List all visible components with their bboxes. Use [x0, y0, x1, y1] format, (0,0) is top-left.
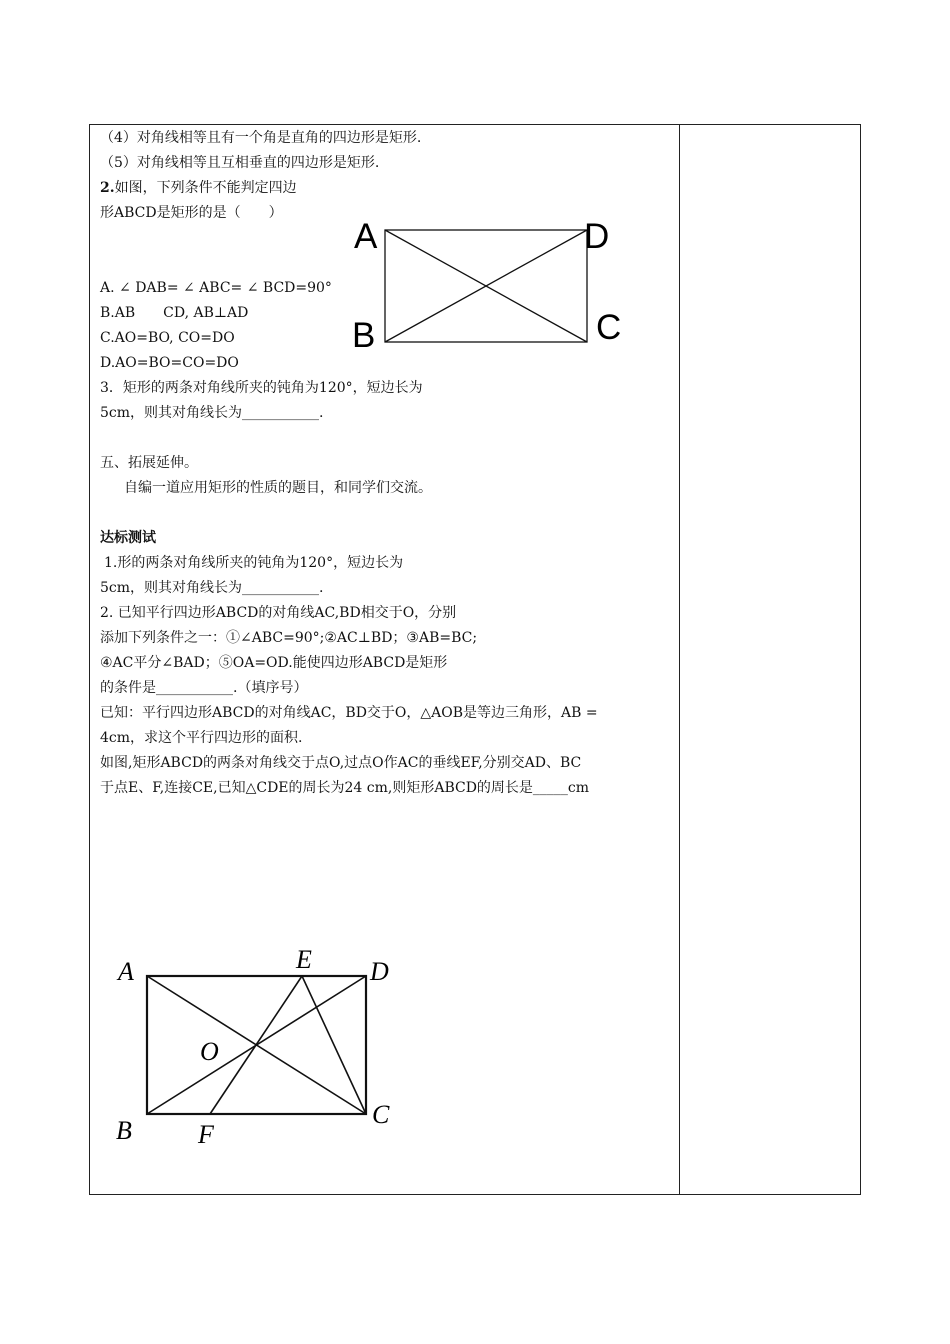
question-3-line-2: 5cm，则其对角线长为___________.	[100, 405, 324, 421]
label-d: D	[370, 957, 389, 986]
test-2-line-3: ④AC平分∠BAD；⑤OA=OD.能使四边形ABCD是矩形	[100, 655, 448, 671]
statement-4: （4）对角线相等且有一个角是直角的四边形是矩形.	[100, 130, 422, 146]
test-2-line-2: 添加下列条件之一：①∠ABC=90°;②AC⊥BD；③AB=BC;	[100, 630, 478, 646]
column-divider	[679, 124, 680, 1195]
section-5-body: 自编一道应用矩形的性质的题目，和同学们交流。	[124, 480, 432, 496]
test-1-line-1: 1.形的两条对角线所夹的钝角为120°，短边长为	[104, 555, 404, 571]
question-3-line-1: 3．矩形的两条对角线所夹的钝角为120°，短边长为	[100, 380, 423, 396]
segment-ef	[210, 976, 302, 1114]
rectangle-figure-1	[345, 212, 625, 357]
test-3-line-1: 已知：平行四边形ABCD的对角线AC，BD交于O，△AOB是等边三角形，AB =	[100, 705, 598, 721]
test-2-line-4: 的条件是___________.（填序号）	[100, 680, 308, 696]
section-5-heading: 五、拓展延伸。	[100, 455, 198, 471]
label-a: A	[354, 217, 378, 256]
label-b: B	[352, 316, 376, 355]
test-1-line-2: 5cm，则其对角线长为___________.	[100, 580, 324, 596]
label-f: F	[198, 1120, 214, 1149]
label-d: D	[584, 217, 610, 256]
label-o: O	[200, 1037, 219, 1066]
label-c: C	[596, 308, 622, 347]
question-2-line-1	[100, 179, 297, 197]
rectangle-figure-2	[110, 940, 410, 1155]
test-2-line-1: 2. 已知平行四边形ABCD的对角线AC,BD相交于O，分别	[100, 605, 457, 621]
label-c: C	[372, 1100, 390, 1129]
test-heading: 达标测试	[100, 530, 156, 546]
question-2-line-2: 形ABCD是矩形的是（ ）	[100, 205, 283, 221]
option-b: B.AB CD, AB⊥AD	[100, 305, 249, 321]
test-4-line-1: 如图,矩形ABCD的两条对角线交于点O,过点O作AC的垂线EF,分别交AD、BC	[100, 755, 582, 771]
statement-5: （5）对角线相等且互相垂直的四边形是矩形.	[100, 155, 380, 171]
option-c: C.AO=BO, CO=DO	[100, 330, 235, 346]
option-d: D.AO=BO=CO=DO	[100, 355, 239, 371]
test-3-line-2: 4cm，求这个平行四边形的面积.	[100, 730, 303, 746]
test-4-line-2: 于点E、F,连接CE,已知△CDE的周长为24 cm,则矩形ABCD的周长是_____cm	[100, 780, 590, 796]
label-a: A	[118, 957, 134, 986]
option-a: A. ∠ DAB= ∠ ABC= ∠ BCD=90°	[100, 280, 332, 296]
label-b: B	[116, 1116, 132, 1145]
label-e: E	[296, 945, 312, 974]
question-2-text: 如图，下列条件不能判定四边	[114, 180, 297, 196]
question-2-number: 2.	[100, 180, 115, 196]
